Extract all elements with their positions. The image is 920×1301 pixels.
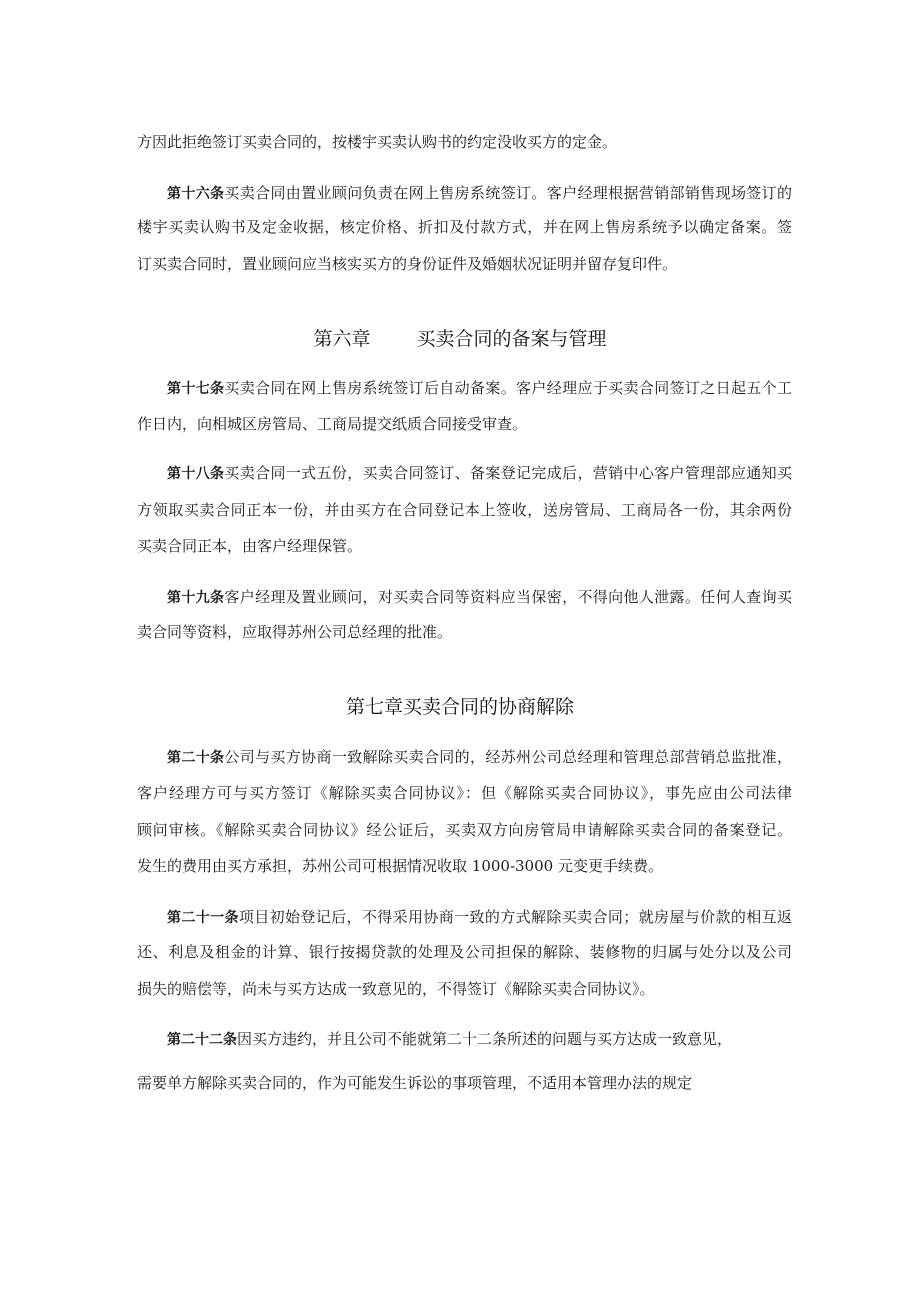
article-18-text-1: 买卖合同一式五份，买卖合同签订、备案登记完成后，营销中心客户管理部应通知买 <box>224 464 792 482</box>
article-18-line-1 <box>167 462 792 485</box>
article-20-text-1: 公司与买方协商一致解除买卖合同的，经苏州公司总经理和管理总部营销总监批准， <box>224 748 792 766</box>
article-22-line-1 <box>167 1028 792 1051</box>
article-16-line-3: 订买卖合同时，置业顾问应当核实买方的身份证件及婚姻状况证明并留存复印件。 <box>137 255 678 273</box>
article-17-label: 第十七条 <box>167 381 225 397</box>
chapter-6-heading <box>0 326 920 352</box>
article-19-line-1 <box>167 586 792 609</box>
chapter-6-number: 第六章 <box>313 328 371 350</box>
article-20-line-4: 发生的费用由买方承担，苏州公司可根据情况收取 1000-3000 元变更手续费。 <box>137 857 663 875</box>
article-16-line-1 <box>167 182 792 205</box>
article-20-line-1 <box>167 746 792 769</box>
article-16-line-2: 楼宇买卖认购书及定金收据，核定价格、折扣及付款方式，并在网上售房系统予以确定备案。签 <box>137 218 792 236</box>
article-20-line-2: 客户经理方可与买方签订《解除买卖合同协议》：但《解除买卖合同协议》，事先应由公司法律 <box>137 784 792 802</box>
chapter-6-title: 买卖合同的备案与管理 <box>416 328 607 350</box>
article-20-label: 第二十条 <box>167 750 225 766</box>
article-21-text-1: 项目初始登记后，不得采用协商一致的方式解除买卖合同；就房屋与价款的相互返 <box>238 908 792 926</box>
article-16-text-1: 买卖合同由置业顾问负责在网上售房系统签订。客户经理根据营销部销售现场签订的 <box>224 184 792 202</box>
article-18-line-2: 方领取买卖合同正本一份，并由买方在合同登记本上签收，送房管局、工商局各一份，其余两份 <box>137 501 792 519</box>
paragraph-15-tail: 方因此拒绝签订买卖合同的，按楼宇买卖认购书的约定没收买方的定金。 <box>137 133 618 151</box>
article-19-line-2: 卖合同等资料，应取得苏州公司总经理的批准。 <box>137 623 453 641</box>
article-19-text-1: 客户经理及置业顾问，对买卖合同等资料应当保密，不得向他人泄露。任何人查询买 <box>224 588 792 606</box>
article-21-line-1 <box>167 906 792 929</box>
article-17-line-1 <box>167 377 792 400</box>
article-21-line-2: 还、利息及租金的计算、银行按揭贷款的处理及公司担保的解除、装修物的归属与处分以及公司 <box>137 943 792 961</box>
article-17-line-2: 作日内，向相城区房管局、工商局提交纸质合同接受审查。 <box>137 415 528 433</box>
article-21-line-3: 损失的赔偿等，尚未与买方达成一致意见的，不得签订《解除买卖合同协议》。 <box>137 980 655 998</box>
article-17-text-1: 买卖合同在网上售房系统签订后自动备案。客户经理应于买卖合同签订之日起五个工 <box>224 379 792 397</box>
chapter-7-heading: 第七章买卖合同的协商解除 <box>345 696 574 718</box>
article-22-label: 第二十二条 <box>167 1032 237 1048</box>
article-22-text-1: 因买方违约，并且公司不能就第二十二条所述的问题与买方达成一致意见， <box>237 1030 733 1048</box>
article-21-label: 第二十一条 <box>167 910 239 926</box>
article-18-line-3: 买卖合同正本，由客户经理保管。 <box>137 537 363 555</box>
article-22-line-2: 需要单方解除买卖合同的，作为可能发生诉讼的事项管理，不适用本管理办法的规定 <box>137 1074 693 1092</box>
article-19-label: 第十九条 <box>167 590 225 606</box>
article-20-line-3: 顾问审核。《解除买卖合同协议》经公证后，买卖双方向房管局申请解除买卖合同的备案登记。 <box>137 821 792 839</box>
article-18-label: 第十八条 <box>167 466 225 482</box>
article-16-label: 第十六条 <box>167 186 225 202</box>
